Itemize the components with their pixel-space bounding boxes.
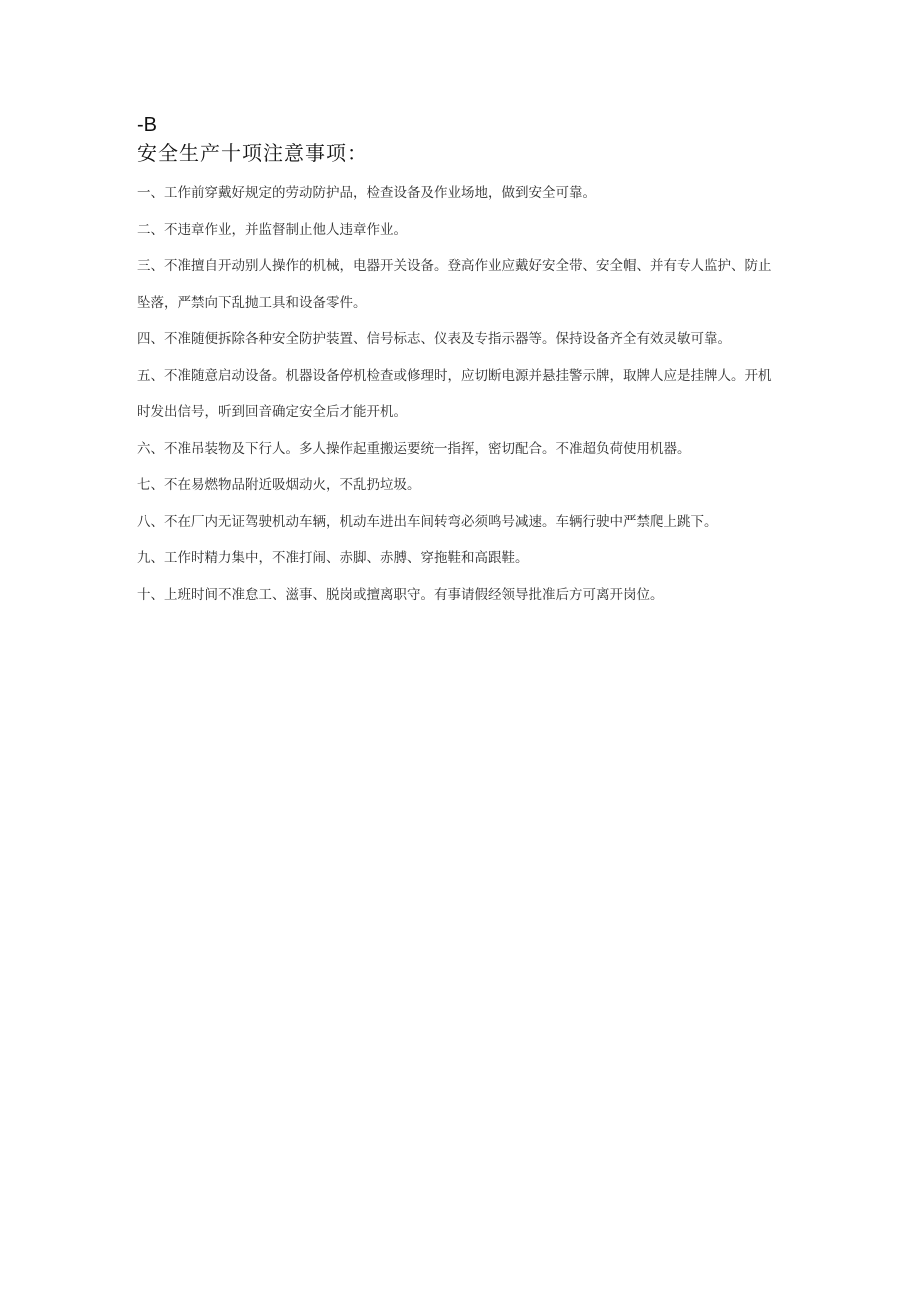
rule-item-9: 九、工作时精力集中，不准打闹、赤脚、赤膊、穿拖鞋和高跟鞋。 xyxy=(137,550,529,566)
document-title: 安全生产十项注意事项： xyxy=(137,141,368,165)
rule-item-2: 二、不违章作业，并监督制止他人违章作业。 xyxy=(137,221,407,238)
rule-item-8: 八、不在厂内无证驾驶机动车辆，机动车进出车间转弯必须鸣号减速。车辆行驶中严禁爬上跳下。 xyxy=(137,513,718,530)
rules-list xyxy=(137,175,777,613)
rule-item-3: 三、不准擅自开动别人操作的机械，电器开关设备。登高作业应戴好安全带、安全帽、并有专人监护、防止坠落，严禁向下乱抛工具和设备零件。 xyxy=(137,258,772,311)
rule-item-10: 十、上班时间不准怠工、滋事、脱岗或擅离职守。有事请假经领导批准后方可离开岗位。 xyxy=(137,586,664,603)
rule-item-1: 一、工作前穿戴好规定的劳动防护品，检查设备及作业场地，做到安全可靠。 xyxy=(137,185,596,201)
rule-item-5: 五、不准随意启动设备。机器设备停机检查或修理时，应切断电源并悬挂警示牌，取牌人应是挂牌人。开机时发出信号，听到回音确定安全后才能开机。 xyxy=(137,367,772,420)
rule-item-4: 四、不准随便拆除各种安全防护装置、信号标志、仪表及专指示器等。保持设备齐全有效灵敏可靠。 xyxy=(137,331,731,347)
rule-item-6: 六、不准吊装物及下行人。多人操作起重搬运要统一指挥，密切配合。不准超负荷使用机器。 xyxy=(137,440,691,457)
rule-item-7: 七、不在易燃物品附近吸烟动火，不乱扔垃圾。 xyxy=(137,477,421,493)
document-marker: -B xyxy=(137,114,157,136)
